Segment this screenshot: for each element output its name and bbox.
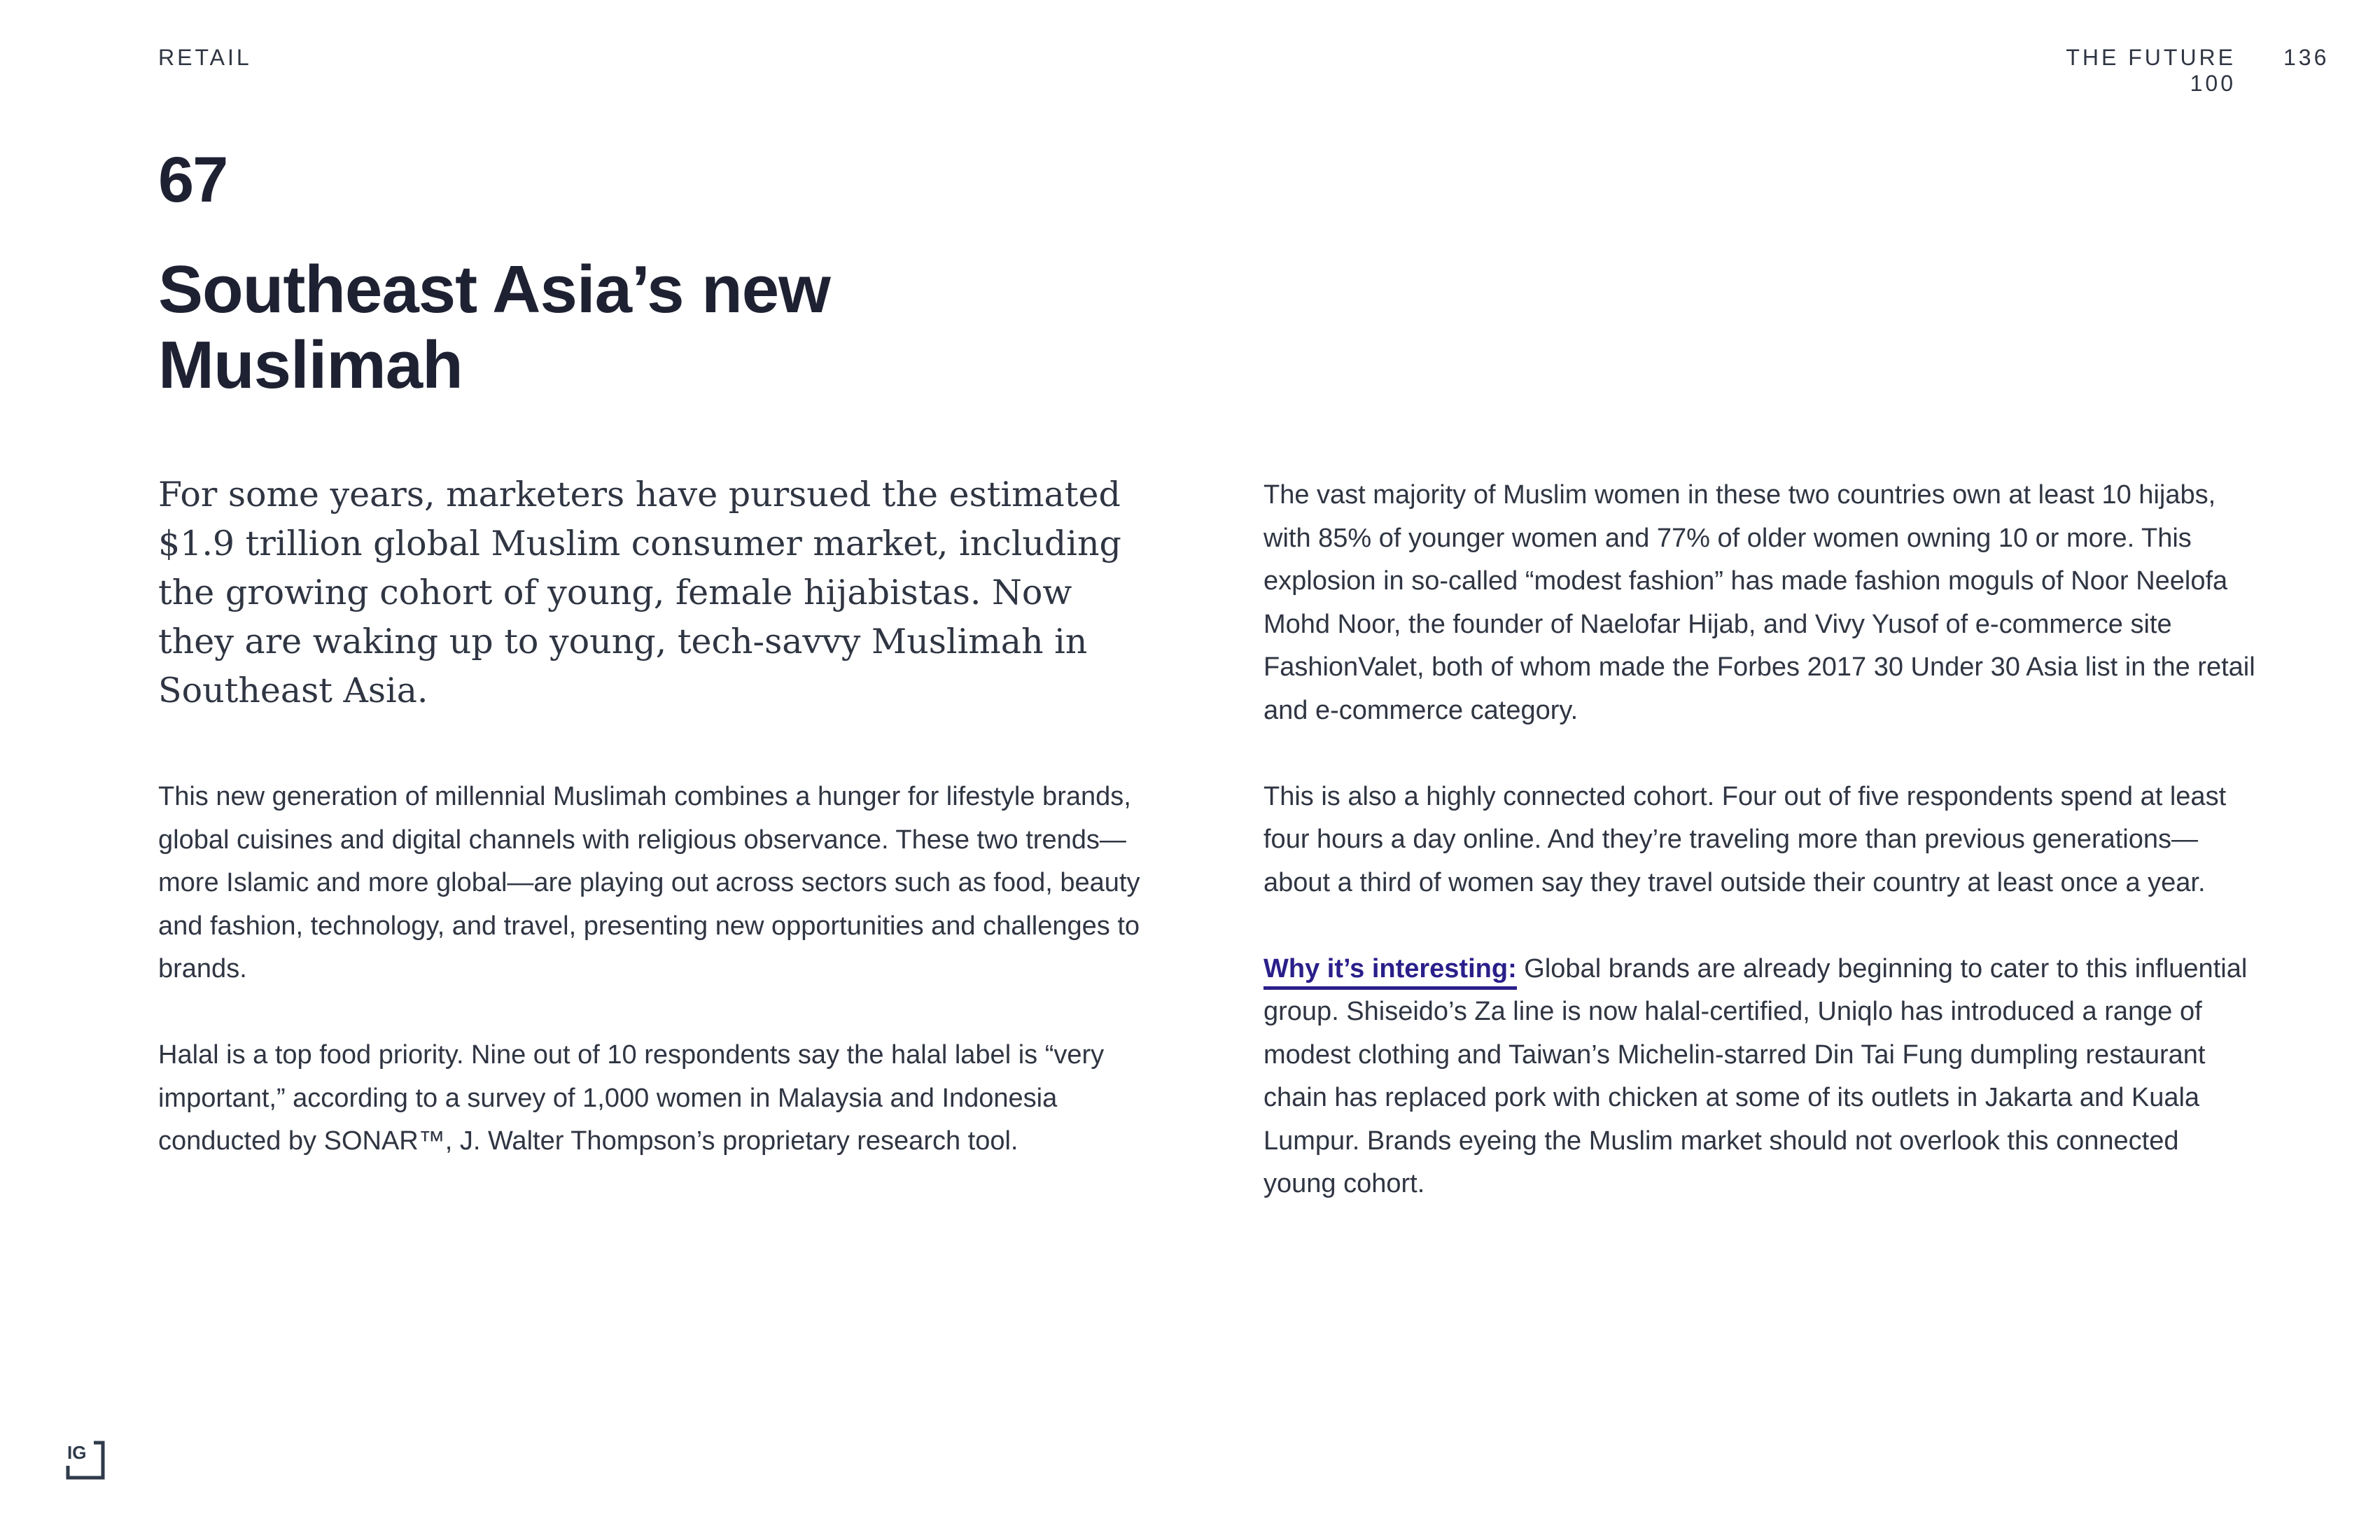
body-paragraph: Halal is a top food priority. Nine out of 10 respondents say the halal label is “very important,” according to a survey of 1,000 women in Malaysia and Indonesia conducted by SONAR™, J. Walter Thompson’s proprietary research tool. [158,1040,1105,1156]
body-paragraph: The vast majority of Muslim women in these two countries own at least 10 hijabs, with 85% of younger women and 77% of older women owning 10 or more. This explosion in so-called “modest fashion” has made fashion moguls of Noor Neelofa Mohd Noor, the founder of Naelofar Hijab, and Vivy Yusof of e-commerce site FashionValet, both of whom made the Forbes 2017 30 Under 30 Asia list in the retail and e-commerce category. [1264,480,2255,725]
lead-paragraph: For some years, marketers have pursued the estimated $1.9 trillion global Muslim consumer market, including the growing cohort of young, female hijabistas. Now they are waking up to young, tech-savvy Muslimah in Southeast Asia. [158,475,1121,710]
left-column [158,776,1152,1206]
page-number: 136 [2283,45,2330,70]
svg-text:IG: IG [67,1442,87,1463]
section-label: RETAIL [158,45,252,70]
publication-title: THE FUTURE 100 [2066,45,2236,96]
ig-logo-icon [66,1441,105,1480]
body-paragraph: This is also a highly connected cohort. Four out of five respondents spend at least four hours a day online. And they’re traveling more than previous generations—about a third of women say they travel outside their country at least once a year. [1264,781,2227,897]
why-interesting-paragraph [1264,948,2258,1206]
article-title: Southeast Asia’s new Muslimah [158,252,830,402]
trend-number: 67 [158,144,227,216]
why-interesting-text: Global brands are already beginning to cater to this influential group. Shiseido’s Za line is now halal-certified, Uniqlo has introduced a range of modest clothing and Taiwan’s Michelin-starred Din Tai Fung dumpling restaurant chain has replaced pork with chicken at some of its outlets in Jakarta and Kuala Lumpur. Brands eyeing the Muslim market should not overlook this connected young cohort. [1264,953,2248,1198]
right-column [1264,474,2258,1249]
why-interesting-label: Why it’s interesting: [1264,954,1517,990]
body-paragraph: This new generation of millennial Muslimah combines a hunger for lifestyle brands, global cuisines and digital channels with religious observance. These two trends—more Islamic and more global—are playing out across sectors such as food, beauty and fashion, technology, and travel, presenting new opportunities and challenges to brands. [158,782,1140,983]
